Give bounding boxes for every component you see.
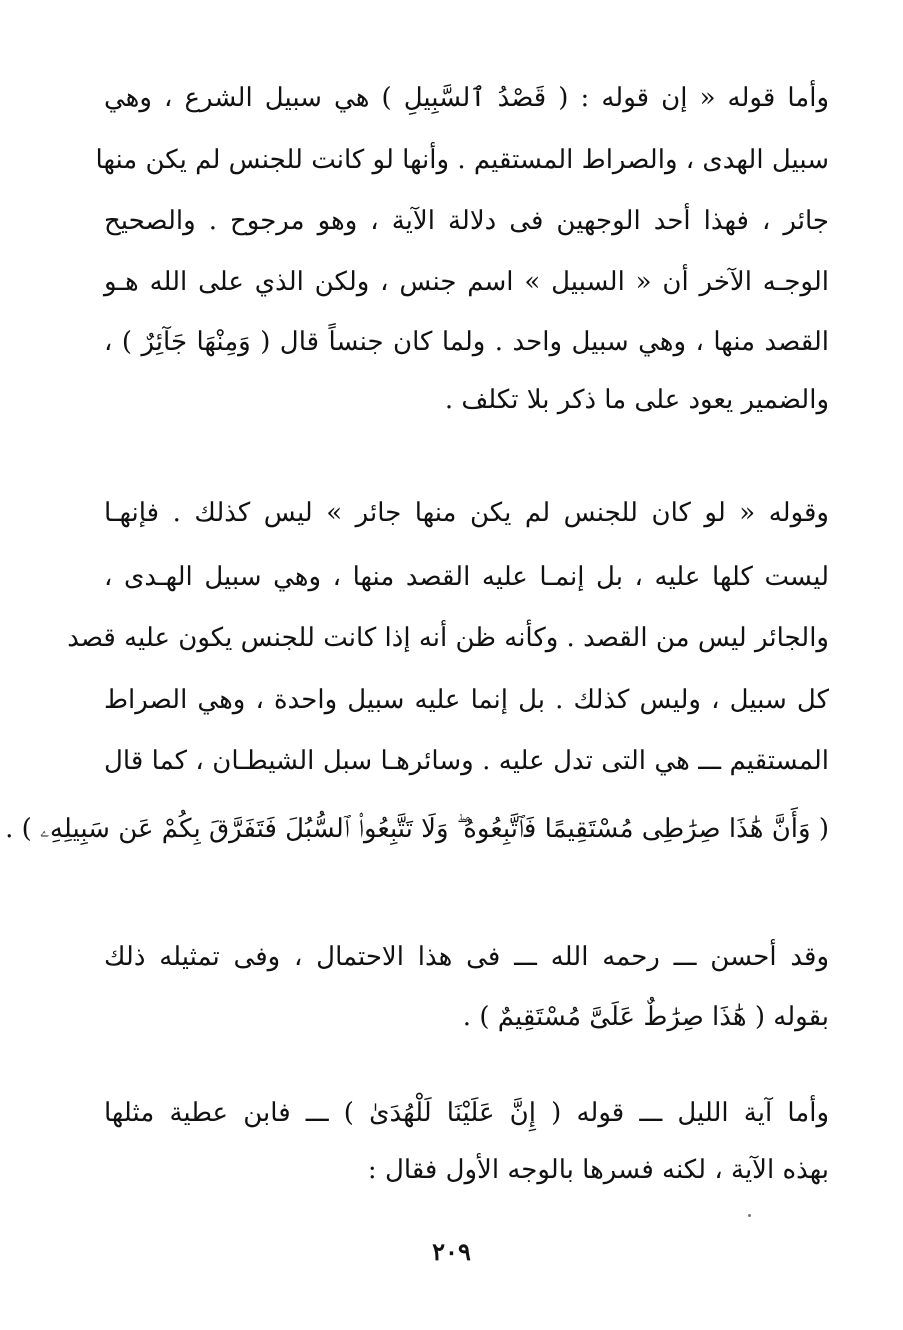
paragraph-2-line-6: ( وَأَنَّ هَٰذَا صِرَٰطِى مُسْتَقِيمًا فَٱتَّبِعُوهُ ۖ وَلَا تَتَّبِعُوا۟ ٱلسُّبُلَ فَتَفَرَّقَ بِكُمْ عَن سَبِيلِهِۦ ) . — [5, 814, 829, 844]
paragraph-4-line-1: وأما آية الليل ـــ قوله ( إِنَّ عَلَيْنَا لَلْهُدَىٰ ) ـــ فابن عطية مثلها — [104, 1098, 829, 1128]
paragraph-3-line-1: وقد أحسن ـــ رحمه الله ـــ فى هذا الاحتمال ، وفى تمثيله ذلك — [104, 942, 829, 972]
paragraph-3-line-2: بقوله ( هَٰذَا صِرَٰطٌ عَلَىَّ مُسْتَقِيمٌ ) . — [462, 1002, 829, 1032]
paragraph-1-line-5: القصد منها ، وهي سبيل واحد . ولما كان جنساً قال ( وَمِنْهَا جَآئِرٌ ) ، — [104, 327, 829, 357]
paragraph-2-line-1: وقوله « لو كان للجنس لم يكن منها جائر » ليس كذلك . فإنهـا — [104, 498, 829, 528]
paragraph-2-line-3: والجائر ليس من القصد . وكأنه ظن أنه إذا كانت للجنس يكون عليه قصد — [67, 623, 829, 653]
page-number: ٢٠٩ — [432, 1237, 471, 1266]
paragraph-1-line-4: الوجـه الآخر أن « السبيل » اسم جنس ، ولكن الذي على الله هـو — [104, 267, 829, 297]
paragraph-1-line-2: سبيل الهدى ، والصراط المستقيم . وأنها لو كانت للجنس لم يكن منها — [95, 145, 829, 175]
paragraph-2-line-5: المستقيم ـــ هي التى تدل عليه . وسائرهـا سبل الشيطـان ، كما قال — [104, 746, 829, 776]
paragraph-1-line-6: والضمير يعود على ما ذكر بلا تكلف . — [444, 385, 829, 415]
scan-speck — [748, 1214, 751, 1217]
paragraph-1-line-1: وأما قوله « إن قوله : ( قَصْدُ ٱلسَّبِيلِ ) هي سبيل الشرع ، وهي — [104, 83, 829, 113]
paragraph-2-line-4: كل سبيل ، وليس كذلك . بل إنما عليه سبيل واحدة ، وهي الصراط — [104, 685, 829, 715]
paragraph-1-line-3: جائر ، فهذا أحد الوجهين فى دلالة الآية ، وهو مرجوح . والصحيح — [104, 206, 829, 236]
paragraph-4-line-2: بهذه الآية ، لكنه فسرها بالوجه الأول فقال : — [367, 1155, 829, 1185]
paragraph-2-line-2: ليست كلها عليه ، بل إنمـا عليه القصد منها ، وهي سبيل الهـدى ، — [104, 562, 829, 592]
